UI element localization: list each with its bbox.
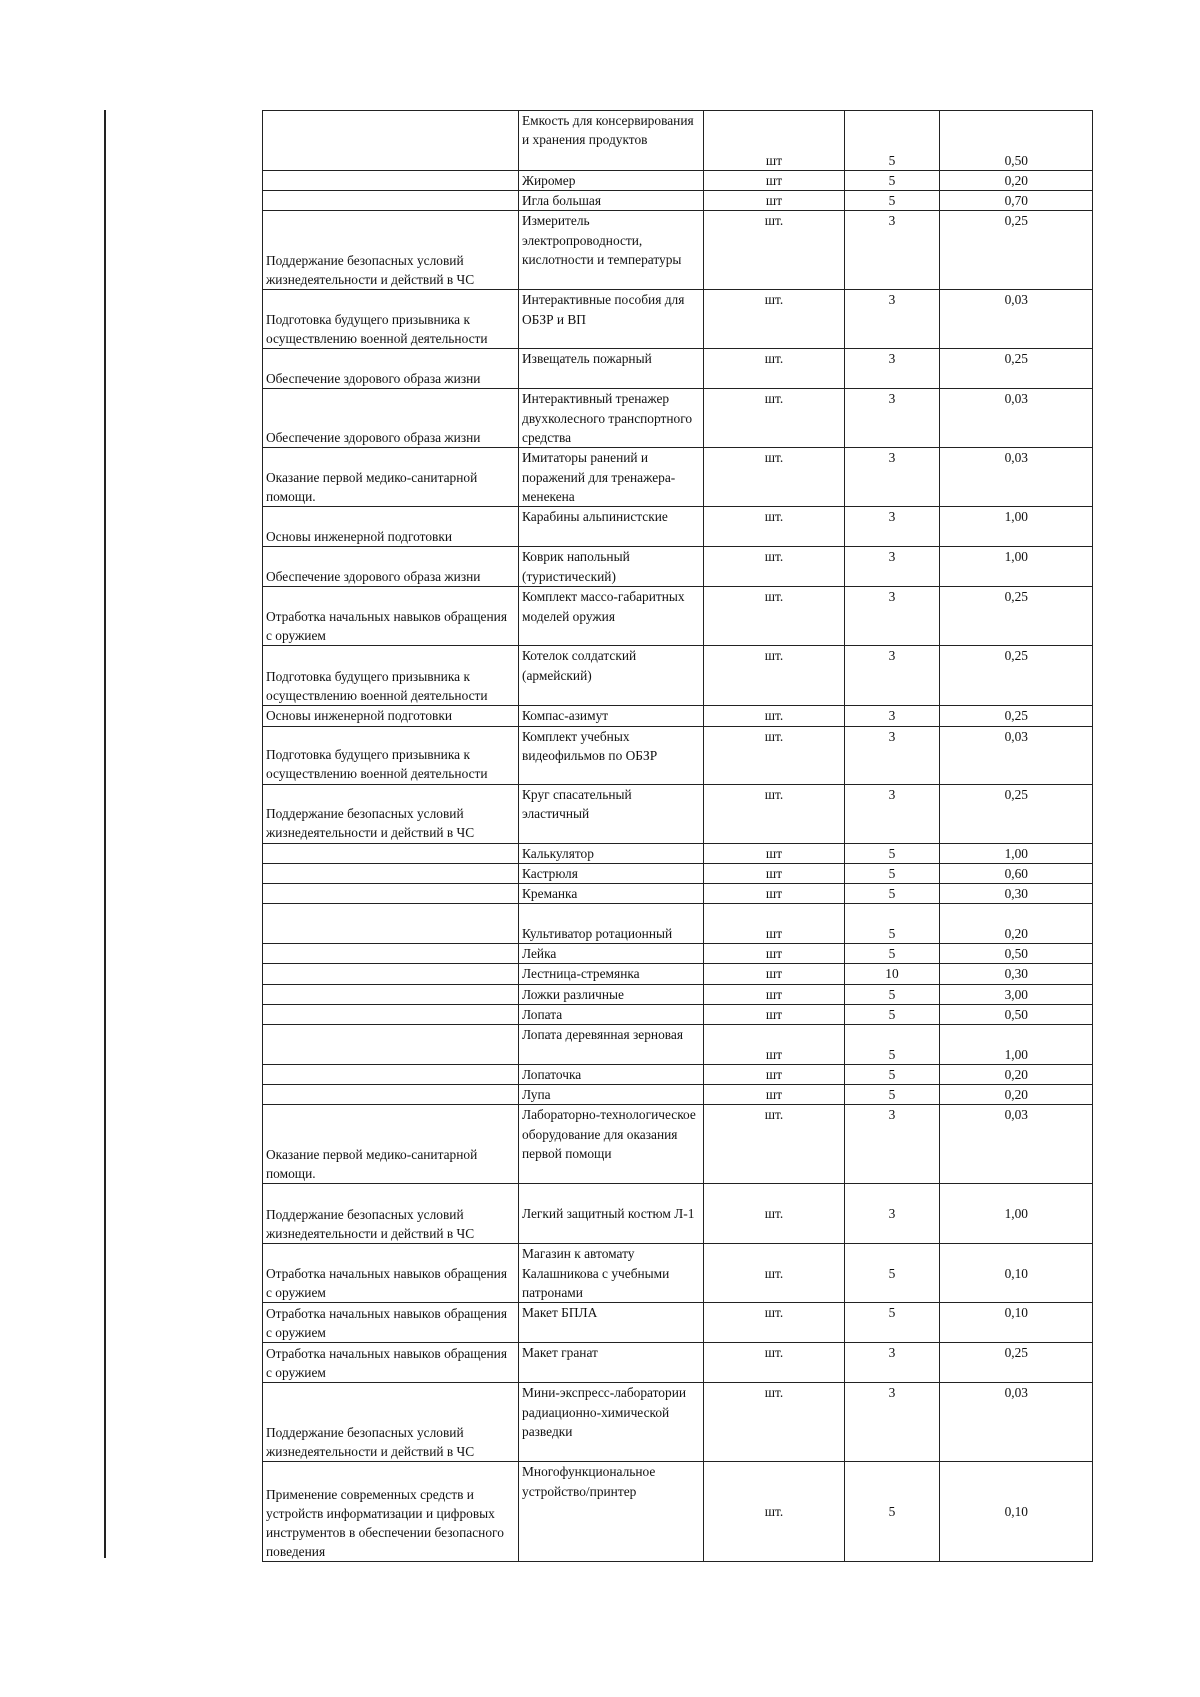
unit-cell: шт. [704,290,845,349]
item-cell: Круг спасательный эластичный [519,784,704,843]
unit-cell: шт. [704,1462,845,1562]
coef-cell: 0,03 [940,726,1093,784]
table-row [263,171,1093,191]
qty-cell: 3 [845,349,940,389]
item-cell: Кастрюля [519,863,704,883]
unit-cell: шт [704,1085,845,1105]
table-row [263,211,1093,290]
table-row [263,389,1093,448]
item-cell: Креманка [519,884,704,904]
table-row [263,726,1093,784]
unit-cell: шт. [704,507,845,547]
section-cell: Поддержание безопасных условий жизнедеятельности и действий в ЧС [263,1383,519,1462]
qty-cell: 3 [845,646,940,706]
coef-cell: 0,10 [940,1303,1093,1343]
section-cell [263,111,519,171]
coef-cell: 0,20 [940,1085,1093,1105]
unit-cell: шт. [704,726,845,784]
table-row [263,547,1093,587]
qty-cell: 5 [845,171,940,191]
table-row [263,1303,1093,1343]
qty-cell: 3 [845,389,940,448]
section-cell: Поддержание безопасных условий жизнедеятельности и действий в ЧС [263,211,519,290]
table-row [263,884,1093,904]
section-cell: Основы инженерной подготовки [263,706,519,726]
item-cell: Лопата [519,1004,704,1024]
unit-cell: шт. [704,587,845,646]
coef-cell: 0,03 [940,448,1093,507]
section-cell: Отработка начальных навыков обращения с оружием [263,1303,519,1343]
coef-cell: 1,00 [940,843,1093,863]
qty-cell: 5 [845,191,940,211]
item-cell: Игла большая [519,191,704,211]
item-cell: Макет БПЛА [519,1303,704,1343]
qty-cell: 5 [845,1065,940,1085]
unit-cell: шт [704,863,845,883]
table-row [263,646,1093,706]
item-cell: Интерактивные пособия для ОБЗР и ВП [519,290,704,349]
equipment-table [262,110,1093,1562]
unit-cell: шт [704,1004,845,1024]
unit-cell: шт [704,944,845,964]
item-cell: Мини-экспресс-лаборатории радиационно-химической разведки [519,1383,704,1462]
item-cell: Лейка [519,944,704,964]
table-row [263,1025,1093,1065]
qty-cell: 3 [845,587,940,646]
table-row [263,111,1093,171]
unit-cell: шт. [704,1383,845,1462]
table-row [263,1383,1093,1462]
qty-cell: 5 [845,1462,940,1562]
item-cell: Коврик напольный (туристический) [519,547,704,587]
qty-cell: 5 [845,984,940,1004]
table-row [263,843,1093,863]
table-row [263,863,1093,883]
qty-cell: 3 [845,784,940,843]
item-cell: Котелок солдатский (армейский) [519,646,704,706]
item-cell: Лабораторно-технологическое оборудование для оказания первой помощи [519,1105,704,1184]
qty-cell: 3 [845,507,940,547]
unit-cell: шт. [704,547,845,587]
unit-cell: шт. [704,706,845,726]
coef-cell: 3,00 [940,984,1093,1004]
table-row [263,964,1093,984]
section-cell: Подготовка будущего призывника к осуществлению военной деятельности [263,726,519,784]
coef-cell: 0,10 [940,1462,1093,1562]
table-row [263,1462,1093,1562]
qty-cell: 5 [845,1244,940,1303]
coef-cell: 0,10 [940,1244,1093,1303]
table-row [263,1085,1093,1105]
unit-cell: шт. [704,448,845,507]
qty-cell: 5 [845,1085,940,1105]
qty-cell: 5 [845,1025,940,1065]
item-cell: Макет гранат [519,1343,704,1383]
table-row [263,507,1093,547]
qty-cell: 3 [845,290,940,349]
coef-cell: 0,20 [940,904,1093,944]
qty-cell: 5 [845,1004,940,1024]
item-cell: Лестница-стремянка [519,964,704,984]
page-margin-line [104,110,106,1558]
section-cell [263,1085,519,1105]
qty-cell: 3 [845,1105,940,1184]
table-row [263,290,1093,349]
unit-cell: шт [704,884,845,904]
section-cell [263,984,519,1004]
item-cell: Измеритель электропроводности, кислотности и температуры [519,211,704,290]
table-row [263,984,1093,1004]
section-cell: Обеспечение здорового образа жизни [263,349,519,389]
table-row [263,448,1093,507]
table-row [263,706,1093,726]
section-cell [263,191,519,211]
coef-cell: 0,50 [940,1004,1093,1024]
section-cell: Оказание первой медико-санитарной помощи. [263,1105,519,1184]
item-cell: Извещатель пожарный [519,349,704,389]
coef-cell: 0,50 [940,944,1093,964]
coef-cell: 0,50 [940,111,1093,171]
section-cell: Подготовка будущего призывника к осуществлению военной деятельности [263,290,519,349]
coef-cell: 0,25 [940,587,1093,646]
section-cell [263,904,519,944]
unit-cell: шт [704,111,845,171]
table-row [263,349,1093,389]
coef-cell: 1,00 [940,1184,1093,1244]
section-cell: Обеспечение здорового образа жизни [263,389,519,448]
unit-cell: шт. [704,1244,845,1303]
item-cell: Легкий защитный костюм Л-1 [519,1184,704,1244]
coef-cell: 1,00 [940,507,1093,547]
unit-cell: шт. [704,646,845,706]
section-cell [263,1065,519,1085]
coef-cell: 0,03 [940,290,1093,349]
table-row [263,1184,1093,1244]
qty-cell: 10 [845,964,940,984]
section-cell: Применение современных средств и устройств информатизации и цифровых инструментов в обеспечении безопасного поведения [263,1462,519,1562]
coef-cell: 0,03 [940,389,1093,448]
item-cell: Имитаторы ранений и поражений для тренажера-менекена [519,448,704,507]
table-row [263,1065,1093,1085]
unit-cell: шт. [704,1184,845,1244]
qty-cell: 5 [845,1303,940,1343]
unit-cell: шт. [704,784,845,843]
unit-cell: шт [704,1025,845,1065]
qty-cell: 5 [845,944,940,964]
coef-cell: 0,03 [940,1105,1093,1184]
unit-cell: шт [704,984,845,1004]
qty-cell: 3 [845,211,940,290]
section-cell: Обеспечение здорового образа жизни [263,547,519,587]
qty-cell: 3 [845,1343,940,1383]
coef-cell: 0,25 [940,646,1093,706]
section-cell [263,863,519,883]
qty-cell: 3 [845,1383,940,1462]
section-cell [263,964,519,984]
section-cell: Оказание первой медико-санитарной помощи. [263,448,519,507]
unit-cell: шт [704,171,845,191]
coef-cell: 0,25 [940,1343,1093,1383]
section-cell: Отработка начальных навыков обращения с оружием [263,587,519,646]
coef-cell: 0,03 [940,1383,1093,1462]
table-row [263,1343,1093,1383]
section-cell: Основы инженерной подготовки [263,507,519,547]
item-cell: Культиватор ротационный [519,904,704,944]
qty-cell: 5 [845,843,940,863]
unit-cell: шт. [704,1303,845,1343]
section-cell: Отработка начальных навыков обращения с оружием [263,1244,519,1303]
unit-cell: шт. [704,1343,845,1383]
coef-cell: 0,25 [940,211,1093,290]
section-cell: Поддержание безопасных условий жизнедеятельности и действий в ЧС [263,784,519,843]
coef-cell: 0,25 [940,349,1093,389]
section-cell [263,944,519,964]
section-cell [263,171,519,191]
item-cell: Жиромер [519,171,704,191]
qty-cell: 3 [845,547,940,587]
item-cell: Комплект массо-габаритных моделей оружия [519,587,704,646]
item-cell: Интерактивный тренажер двухколесного транспортного средства [519,389,704,448]
coef-cell: 0,70 [940,191,1093,211]
coef-cell: 0,30 [940,884,1093,904]
qty-cell: 3 [845,448,940,507]
table-row [263,784,1093,843]
section-cell: Отработка начальных навыков обращения с оружием [263,1343,519,1383]
coef-cell: 1,00 [940,547,1093,587]
table-row [263,1004,1093,1024]
coef-cell: 0,25 [940,706,1093,726]
table-row [263,944,1093,964]
item-cell: Карабины альпинистские [519,507,704,547]
unit-cell: шт. [704,389,845,448]
section-cell [263,1025,519,1065]
qty-cell: 3 [845,706,940,726]
qty-cell: 5 [845,111,940,171]
coef-cell: 0,30 [940,964,1093,984]
item-cell: Калькулятор [519,843,704,863]
item-cell: Лупа [519,1085,704,1105]
table-row [263,191,1093,211]
unit-cell: шт [704,191,845,211]
coef-cell: 0,20 [940,1065,1093,1085]
qty-cell: 5 [845,884,940,904]
item-cell: Многофункциональное устройство/принтер [519,1462,704,1562]
table-row [263,1244,1093,1303]
section-cell [263,843,519,863]
unit-cell: шт. [704,1105,845,1184]
qty-cell: 5 [845,904,940,944]
item-cell: Магазин к автомату Калашникова с учебными патронами [519,1244,704,1303]
qty-cell: 5 [845,863,940,883]
coef-cell: 1,00 [940,1025,1093,1065]
section-cell [263,1004,519,1024]
item-cell: Ложки различные [519,984,704,1004]
table-row [263,904,1093,944]
coef-cell: 0,20 [940,171,1093,191]
unit-cell: шт [704,1065,845,1085]
unit-cell: шт. [704,349,845,389]
coef-cell: 0,60 [940,863,1093,883]
qty-cell: 3 [845,1184,940,1244]
coef-cell: 0,25 [940,784,1093,843]
table-row [263,587,1093,646]
unit-cell: шт [704,843,845,863]
section-cell: Поддержание безопасных условий жизнедеятельности и действий в ЧС [263,1184,519,1244]
table-row [263,1105,1093,1184]
unit-cell: шт [704,904,845,944]
item-cell: Емкость для консервирования и хранения продуктов [519,111,704,171]
section-cell [263,884,519,904]
item-cell: Лопата деревянная зерновая [519,1025,704,1065]
unit-cell: шт [704,964,845,984]
qty-cell: 3 [845,726,940,784]
item-cell: Лопаточка [519,1065,704,1085]
section-cell: Подготовка будущего призывника к осуществлению военной деятельности [263,646,519,706]
item-cell: Комплект учебных видеофильмов по ОБЗР [519,726,704,784]
unit-cell: шт. [704,211,845,290]
item-cell: Компас-азимут [519,706,704,726]
